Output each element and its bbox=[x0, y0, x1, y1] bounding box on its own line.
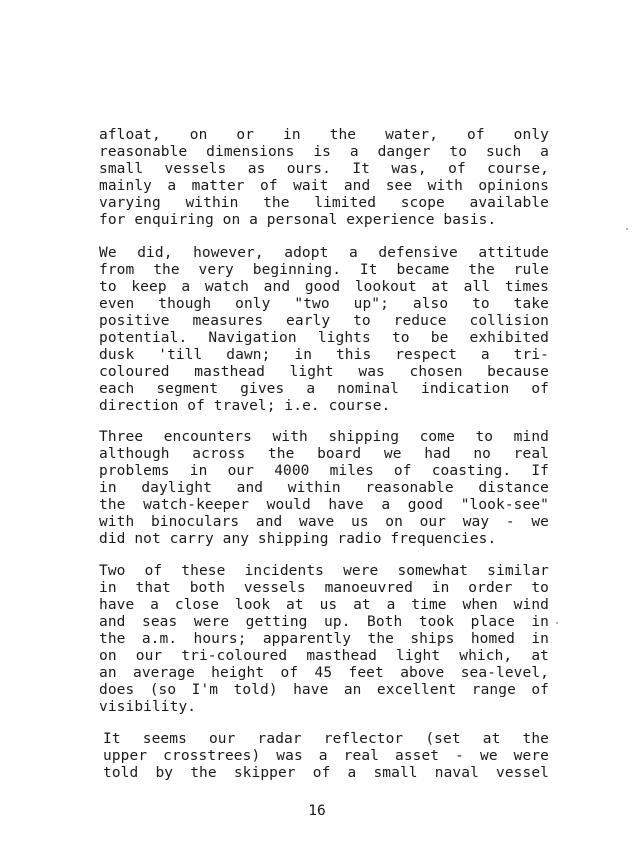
paragraph-line: varying within the limited scope available bbox=[99, 195, 549, 211]
paragraph-line: although across the board we had no real bbox=[99, 446, 549, 462]
paragraph-line: have a close look at us at a time when wind bbox=[99, 597, 549, 613]
scan-speck bbox=[556, 622, 558, 624]
paragraph-line: potential. Navigation lights to be exhibited bbox=[99, 330, 549, 346]
paragraph-line: and seas were getting up. Both took place in bbox=[99, 614, 549, 630]
paragraph-line: in daylight and within reasonable distance bbox=[99, 480, 549, 496]
paragraph-line: does (so I'm told) have an excellent range of bbox=[99, 682, 549, 698]
paragraph-line: for enquiring on a personal experience basis. bbox=[99, 212, 497, 228]
paragraph-line: afloat, on or in the water, of only bbox=[99, 127, 549, 143]
paragraph-line: Three encounters with shipping come to mind bbox=[99, 429, 549, 445]
paragraph-5 bbox=[103, 731, 549, 782]
paragraph-line: direction of travel; i.e. course. bbox=[99, 398, 391, 414]
paragraph-line: an average height of 45 feet above sea-level, bbox=[99, 665, 549, 681]
paragraph-line: mainly a matter of wait and see with opinions bbox=[99, 178, 549, 194]
paragraph-line: dusk 'till dawn; in this respect a tri- bbox=[99, 347, 549, 363]
paragraph-line: visibility. bbox=[99, 699, 197, 715]
paragraph-line: We did, however, adopt a defensive attitude bbox=[99, 245, 549, 261]
paragraph-line: reasonable dimensions is a danger to such a bbox=[99, 144, 549, 160]
page-number: 16 bbox=[308, 803, 326, 819]
paragraph-line: the watch-keeper would have a good "look-see" bbox=[99, 497, 549, 513]
paragraph-4 bbox=[99, 563, 549, 716]
paragraph-line: problems in our 4000 miles of coasting. If bbox=[99, 463, 549, 479]
paragraph-line: told by the skipper of a small naval vessel bbox=[103, 765, 549, 781]
paragraph-3 bbox=[99, 429, 549, 548]
paragraph-line: It seems our radar reflector (set at the bbox=[103, 731, 549, 747]
paragraph-line: on our tri-coloured masthead light which, at bbox=[99, 648, 549, 664]
paragraph-line: did not carry any shipping radio frequencies. bbox=[99, 531, 497, 547]
paragraph-1 bbox=[99, 127, 549, 229]
paragraph-line: from the very beginning. It became the rule bbox=[99, 262, 549, 278]
paragraph-line: Two of these incidents were somewhat similar bbox=[99, 563, 549, 579]
paragraph-line: with binoculars and wave us on our way - we bbox=[99, 514, 549, 530]
scan-speck bbox=[626, 228, 628, 230]
paragraph-2 bbox=[99, 245, 549, 415]
paragraph-line: in that both vessels manoeuvred in order to bbox=[99, 580, 549, 596]
paragraph-line: each segment gives a nominal indication of bbox=[99, 381, 549, 397]
paragraph-line: small vessels as ours. It was, of course, bbox=[99, 161, 549, 177]
paragraph-line: upper crosstrees) was a real asset - we were bbox=[103, 748, 549, 764]
paragraph-line: to keep a watch and good lookout at all times bbox=[99, 279, 549, 295]
paragraph-line: positive measures early to reduce collision bbox=[99, 313, 549, 329]
paragraph-line: coloured masthead light was chosen because bbox=[99, 364, 549, 380]
paragraph-line: the a.m. hours; apparently the ships homed in bbox=[99, 631, 549, 647]
paragraph-line: even though only "two up"; also to take bbox=[99, 296, 549, 312]
